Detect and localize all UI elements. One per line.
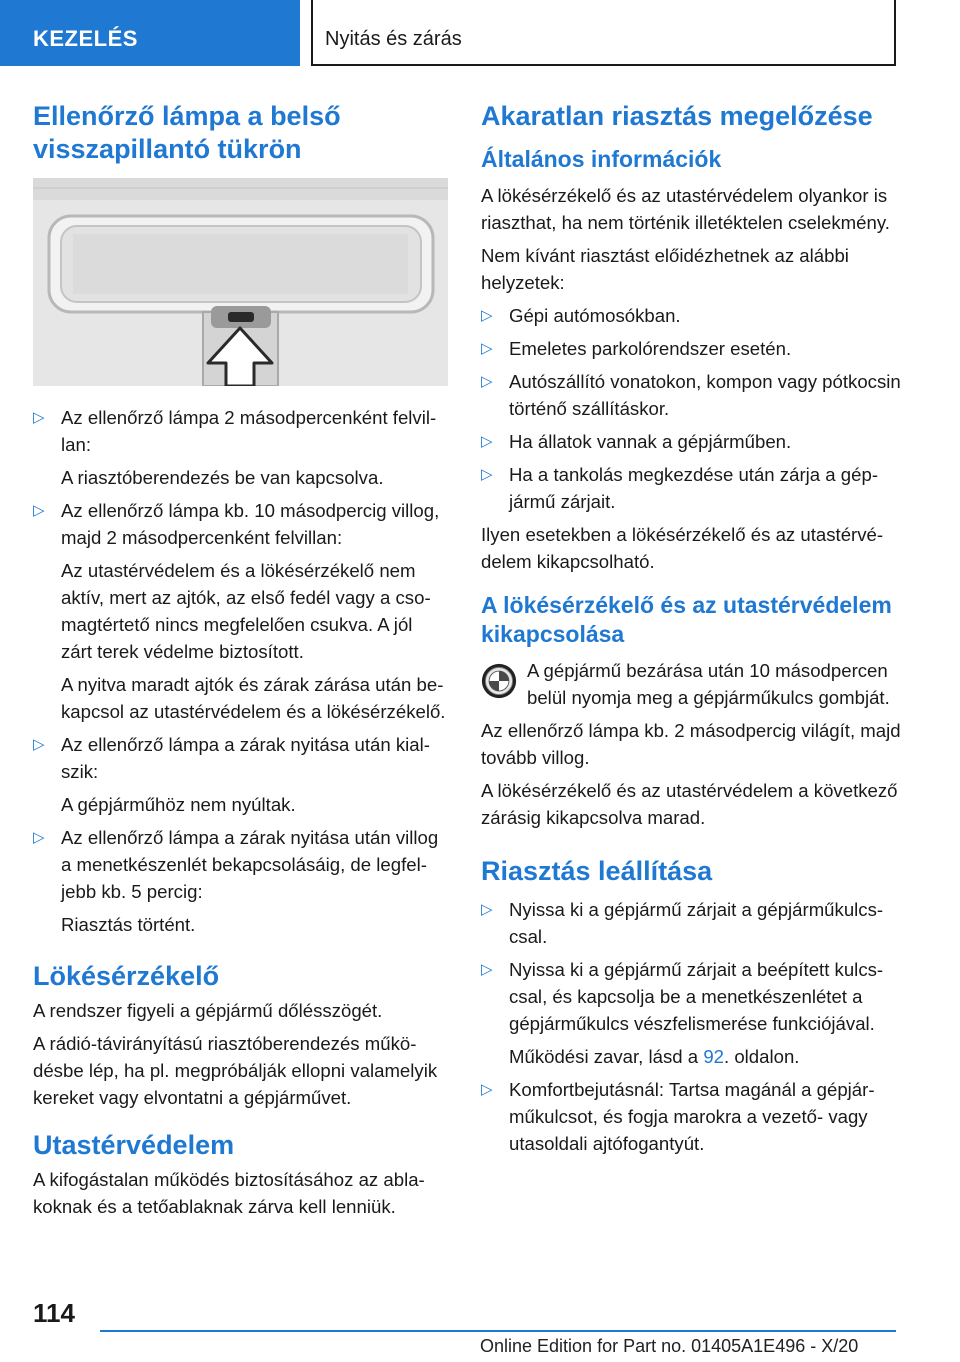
interior-protection-heading: Utastérvédelem bbox=[33, 1130, 235, 1160]
shock-sensor-text: A rádió-távirányítású riasztóberendezés működésbe lép, ha pl. megpróbálják ellopni valamelyik kereket vagy elvontatni a gépjárművet. bbox=[33, 1033, 438, 1108]
chapter-tab: Nyitás és zárás bbox=[311, 0, 896, 66]
triangle-bullet-icon: ▷ bbox=[481, 961, 493, 978]
triangle-bullet-icon: ▷ bbox=[33, 502, 45, 519]
general-info-text: Ilyen esetekben a lökésérzékelő és az utastérvédelem kikapcsolható. bbox=[481, 524, 884, 572]
vehicle-key-icon bbox=[481, 663, 517, 699]
page-reference-link[interactable]: 92 bbox=[703, 1046, 724, 1067]
list-item: ▷ Az ellenőrző lámpa a zárak nyitása után kialszik: A gépjárműhöz nem nyúltak. bbox=[33, 731, 448, 818]
triangle-bullet-icon: ▷ bbox=[481, 1081, 493, 1098]
triangle-bullet-icon: ▷ bbox=[481, 373, 493, 390]
shock-sensor-text: A rendszer figyeli a gépjármű dőlésszögét. bbox=[33, 1000, 383, 1021]
left-column bbox=[33, 100, 448, 1226]
section-tab: KEZELÉS bbox=[0, 0, 300, 66]
footer-divider bbox=[100, 1330, 896, 1332]
interior-protection-text: A kifogástalan működés biztosításához az ablakoknak és a tetőablaknak zárva kell lenniük. bbox=[33, 1169, 425, 1217]
situations-list bbox=[481, 302, 901, 515]
list-item: ▷ Az ellenőrző lámpa a zárak nyitása után villog a menetkészenlét bekapcsolásáig, de legfeljebb kb. 5 percig: Riasztás történt. bbox=[33, 824, 448, 938]
indicator-states-list bbox=[33, 404, 448, 938]
disable-text: A lökésérzékelő és az utastérvédelem a következő zárásig kikapcsolva marad. bbox=[481, 780, 898, 828]
shock-sensor-heading: Lökésérzékelő bbox=[33, 961, 220, 991]
triangle-bullet-icon: ▷ bbox=[481, 433, 493, 450]
rearview-mirror-illustration bbox=[33, 178, 448, 386]
disable-heading: A lökésérzékelő és az utastérvédelem kikapcsolása bbox=[481, 592, 892, 647]
general-info-text: Nem kívánt riasztást előidézhetnek az alábbi helyzetek: bbox=[481, 245, 849, 293]
disable-text: Az ellenőrző lámpa kb. 2 másodpercig világít, majd tovább villog. bbox=[481, 720, 901, 768]
general-info-heading: Általános információk bbox=[481, 146, 722, 172]
general-info-text: A lökésérzékelő és az utastérvédelem olyankor is riaszthat, ha nem történik illetéktelen cselekmény. bbox=[481, 185, 890, 233]
list-item: ▷ Nyissa ki a gépjármű zárjait a beépített kulcscsal, és kapcsolja be a menetkészenlétet a gépjárműkulcs vészfelismerése funkciójával. Működési zavar, lásd a 92. oldalon. bbox=[481, 956, 901, 1070]
right-column bbox=[481, 100, 901, 1163]
list-item: ▷ Autószállító vonatokon, kompon vagy pótkocsin történő szállításkor. bbox=[481, 368, 901, 422]
false-alarm-heading: Akaratlan riasztás megelőzése bbox=[481, 101, 873, 131]
triangle-bullet-icon: ▷ bbox=[481, 340, 493, 357]
indicator-lamp-heading: Ellenőrző lámpa a belső visszapillantó tükrön bbox=[33, 101, 341, 164]
mirror-drawing bbox=[33, 178, 448, 386]
edition-text: Online Edition for Part no. 01405A1E496 - X/20 bbox=[480, 1336, 859, 1356]
list-item: ▷ Ha a tankolás megkezdése után zárja a gépjármű zárjait. bbox=[481, 461, 901, 515]
disable-instruction: A gépjármű bezárása után 10 másodpercen belül nyomja meg a gépjárműkulcs gombját. bbox=[481, 657, 901, 711]
triangle-bullet-icon: ▷ bbox=[481, 466, 493, 483]
list-item: ▷ Az ellenőrző lámpa kb. 10 másodpercig villog, majd 2 másodpercenként felvillan: Az utastérvédelem és a lökésérzékelő nem aktív, mert az ajtók, az első fedél vagy a csomagtértető nincs megfelelően csukva. A jól zárt terek védelme biztosított. A nyitva maradt ajtók és zárak zárása után bekapcsol az utastérvédelem és a lökésérzékelő. bbox=[33, 497, 448, 725]
page-number: 114 bbox=[33, 1298, 75, 1328]
triangle-bullet-icon: ▷ bbox=[33, 829, 45, 846]
list-item: ▷ Gépi autómosókban. bbox=[481, 302, 901, 329]
stop-alarm-list bbox=[481, 896, 901, 1157]
triangle-bullet-icon: ▷ bbox=[33, 736, 45, 753]
list-item: ▷ Komfortbejutásnál: Tartsa magánál a gépjárműkulcsot, és fogja marokra a vezető- vagy utasoldali ajtófogantyút. bbox=[481, 1076, 901, 1157]
list-item: ▷ Nyissa ki a gépjármű zárjait a gépjárműkulcscsal. bbox=[481, 896, 901, 950]
page-header bbox=[0, 0, 960, 66]
triangle-bullet-icon: ▷ bbox=[33, 409, 45, 426]
triangle-bullet-icon: ▷ bbox=[481, 307, 493, 324]
list-item: ▷ Emeletes parkolórendszer esetén. bbox=[481, 335, 901, 362]
list-item: ▷ Ha állatok vannak a gépjárműben. bbox=[481, 428, 901, 455]
triangle-bullet-icon: ▷ bbox=[481, 901, 493, 918]
stop-alarm-heading: Riasztás leállítása bbox=[481, 856, 713, 886]
list-item: ▷ Az ellenőrző lámpa 2 másodpercenként felvillan: A riasztóberendezés be van kapcsolva. bbox=[33, 404, 448, 491]
